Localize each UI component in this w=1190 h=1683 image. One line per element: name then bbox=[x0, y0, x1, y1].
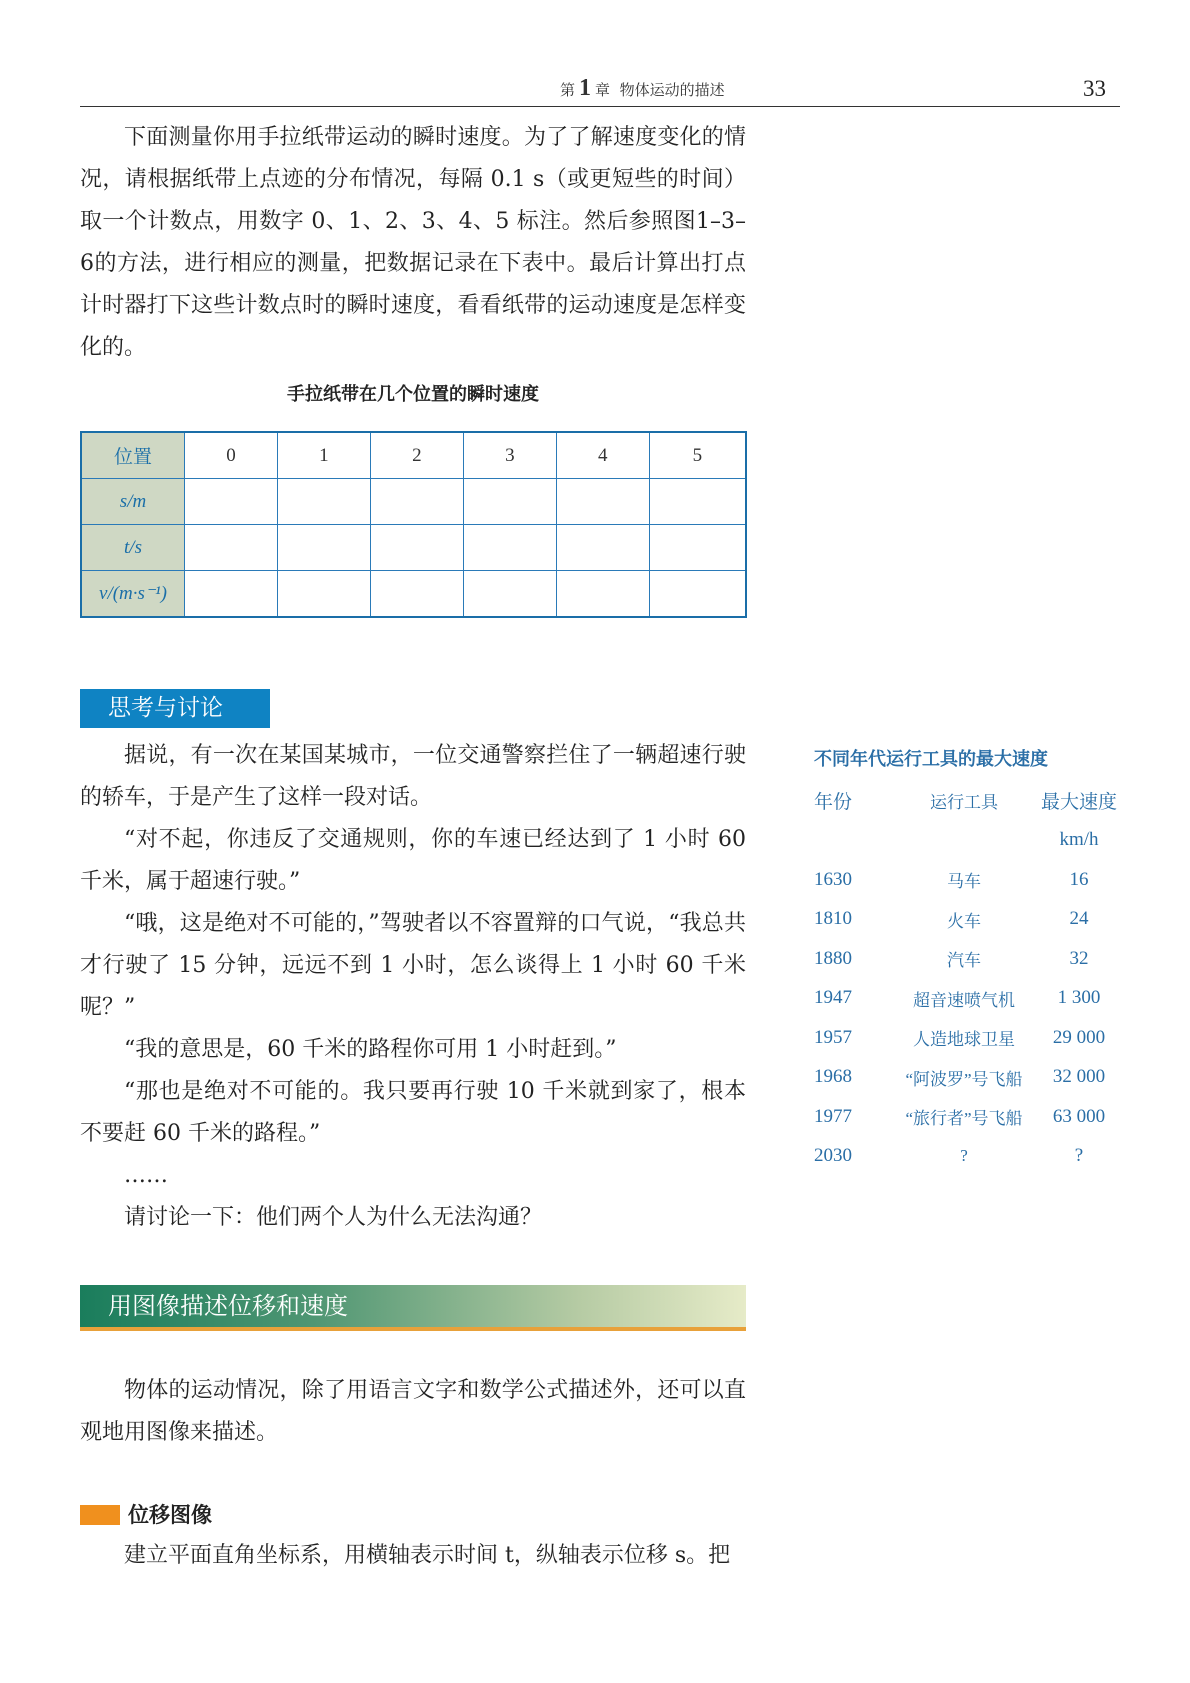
table-cell bbox=[370, 479, 463, 525]
sidebar-cell: 32 bbox=[1069, 947, 1089, 969]
dialogue-paragraph: 请讨论一下：他们两个人为什么无法沟通？ bbox=[124, 1205, 543, 1230]
sidebar-cell: 29 000 bbox=[1052, 1026, 1106, 1048]
table-cell bbox=[463, 525, 556, 571]
table-cell bbox=[649, 479, 746, 525]
velocity-table bbox=[80, 431, 747, 618]
row-header: 位置 bbox=[81, 432, 185, 479]
table-cell bbox=[370, 571, 463, 618]
sub-paragraph: 建立平面直角坐标系，用横轴表示时间 t，纵轴表示位移 s。把 bbox=[124, 1543, 731, 1568]
table-cell bbox=[277, 571, 370, 618]
sidebar-cell bbox=[814, 821, 894, 861]
table-caption: 手拉纸带在几个位置的瞬时速度 bbox=[287, 384, 539, 405]
sidebar-cell: ? bbox=[1074, 1145, 1084, 1167]
sidebar-cell: 24 bbox=[1069, 908, 1089, 930]
sidebar-cell: 人造地球卫星 bbox=[913, 1030, 1015, 1050]
sidebar-cell: 1880 bbox=[814, 947, 852, 969]
sidebar-row bbox=[814, 979, 1124, 1019]
sidebar-cell bbox=[894, 821, 1034, 861]
page-header bbox=[80, 74, 1120, 107]
sidebar-cell: 1977 bbox=[814, 1105, 852, 1127]
intro-paragraph: 下面测量你用手拉纸带运动的瞬时速度。为了了解速度变化的情况，请根据纸带上点迹的分布情况，每隔 0.1 s（或更短些的时间）取一个计数点，用数字 0、1、2、3、4、5 标注。然后参照图1–3–6的方法，进行相应的测量，把数据记录在下表中。最后计算出打点计时器打下这些计数点时的瞬时速度，看看纸带的运动速度是怎样变化的。 bbox=[80, 125, 746, 360]
table-row bbox=[81, 432, 746, 479]
sidebar-cell: 1 300 bbox=[1057, 987, 1101, 1009]
table-cell bbox=[277, 479, 370, 525]
sidebar-cell: 运行工具 bbox=[930, 793, 998, 813]
table-cell bbox=[185, 571, 278, 618]
sidebar-cell: 1947 bbox=[814, 987, 852, 1009]
table-cell: 3 bbox=[463, 432, 556, 479]
sidebar-row bbox=[814, 860, 1124, 900]
dialogue-paragraph: “我的意思是，60 千米的路程你可用 1 小时赶到。” bbox=[124, 1037, 617, 1062]
table-cell: 4 bbox=[556, 432, 649, 479]
sidebar-cell: 汽车 bbox=[947, 951, 981, 971]
table-cell bbox=[370, 525, 463, 571]
table-row bbox=[81, 479, 746, 525]
sidebar-row bbox=[814, 1018, 1124, 1058]
dialogue-paragraph: “那也是绝对不可能的。我只要再行驶 10 千米就到家了，根本不要赶 60 千米的路程。” bbox=[80, 1079, 746, 1146]
dialogue-paragraph: 据说，有一次在某国某城市，一位交通警察拦住了一辆超速行驶的轿车，于是产生了这样一段对话。 bbox=[80, 743, 746, 810]
row-header: t/s bbox=[81, 525, 185, 571]
table-cell bbox=[277, 525, 370, 571]
sidebar-cell: 1810 bbox=[814, 908, 852, 930]
sidebar-cell: 1957 bbox=[814, 1026, 852, 1048]
discussion-title: 思考与讨论 bbox=[80, 689, 270, 728]
chapter-label: 第 1 章 物体运动的描述 bbox=[560, 75, 725, 101]
table-cell: 1 bbox=[277, 432, 370, 479]
sidebar-cell: 2030 bbox=[814, 1145, 852, 1167]
table-row bbox=[81, 571, 746, 618]
table-cell bbox=[185, 479, 278, 525]
sidebar-cell: 火车 bbox=[947, 911, 981, 931]
sidebar-row bbox=[814, 1097, 1124, 1137]
sidebar-cell: 1630 bbox=[814, 868, 852, 890]
dialogue-paragraph: …… bbox=[124, 1163, 168, 1188]
sidebar-unit-row bbox=[814, 821, 1124, 861]
dialogue-paragraph: “对不起，你违反了交通规则，你的车速已经达到了 1 小时 60 千米，属于超速行驶。” bbox=[80, 827, 746, 894]
sidebar-header-row bbox=[814, 781, 1124, 821]
sidebar-row bbox=[814, 1058, 1124, 1098]
subheading: 位移图像 bbox=[80, 1499, 212, 1529]
sidebar-cell: 1968 bbox=[814, 1066, 852, 1088]
speed-sidebar bbox=[814, 745, 1124, 1176]
table-row bbox=[81, 525, 746, 571]
sidebar-cell: 超音速喷气机 bbox=[913, 990, 1015, 1010]
page-number: 33 bbox=[1083, 76, 1106, 101]
sidebar-cell: 马车 bbox=[947, 872, 981, 892]
section-paragraph: 物体的运动情况，除了用语言文字和数学公式描述外，还可以直观地用图像来描述。 bbox=[80, 1378, 746, 1445]
orange-square-icon bbox=[80, 1505, 120, 1525]
sidebar-cell: 16 bbox=[1069, 868, 1089, 890]
table-cell: 2 bbox=[370, 432, 463, 479]
row-header: s/m bbox=[81, 479, 185, 525]
table-cell bbox=[463, 479, 556, 525]
sidebar-cell: 63 000 bbox=[1052, 1105, 1106, 1127]
sidebar-cell: “阿波罗”号飞船 bbox=[905, 1069, 1023, 1089]
sidebar-row bbox=[814, 900, 1124, 940]
table-cell bbox=[185, 525, 278, 571]
table-cell bbox=[649, 571, 746, 618]
sidebar-title: 不同年代运行工具的最大速度 bbox=[814, 749, 1048, 770]
sidebar-cell: “旅行者”号飞船 bbox=[905, 1109, 1023, 1129]
table-cell: 0 bbox=[185, 432, 278, 479]
sidebar-cell: ? bbox=[960, 1146, 968, 1166]
table-cell bbox=[556, 479, 649, 525]
sidebar-cell: km/h bbox=[1059, 829, 1099, 851]
discussion-text bbox=[80, 735, 746, 1239]
sidebar-cell: 年份 bbox=[814, 792, 853, 814]
sidebar-cell: 最大速度 bbox=[1040, 792, 1117, 814]
row-header: v/(m·s⁻¹) bbox=[81, 571, 185, 618]
table-cell bbox=[556, 525, 649, 571]
table-cell: 5 bbox=[649, 432, 746, 479]
table-cell bbox=[556, 571, 649, 618]
sidebar-row bbox=[814, 1137, 1124, 1177]
sidebar-row bbox=[814, 939, 1124, 979]
table-cell bbox=[463, 571, 556, 618]
section-banner: 用图像描述位移和速度 bbox=[80, 1285, 746, 1331]
dialogue-paragraph: “哦，这是绝对不可能的，”驾驶者以不容置辩的口气说，“我总共才行驶了 15 分钟，远远不到 1 小时，怎么谈得上 1 小时 60 千米呢？” bbox=[80, 911, 746, 1020]
sidebar-cell: 32 000 bbox=[1052, 1066, 1106, 1088]
table-cell bbox=[649, 525, 746, 571]
